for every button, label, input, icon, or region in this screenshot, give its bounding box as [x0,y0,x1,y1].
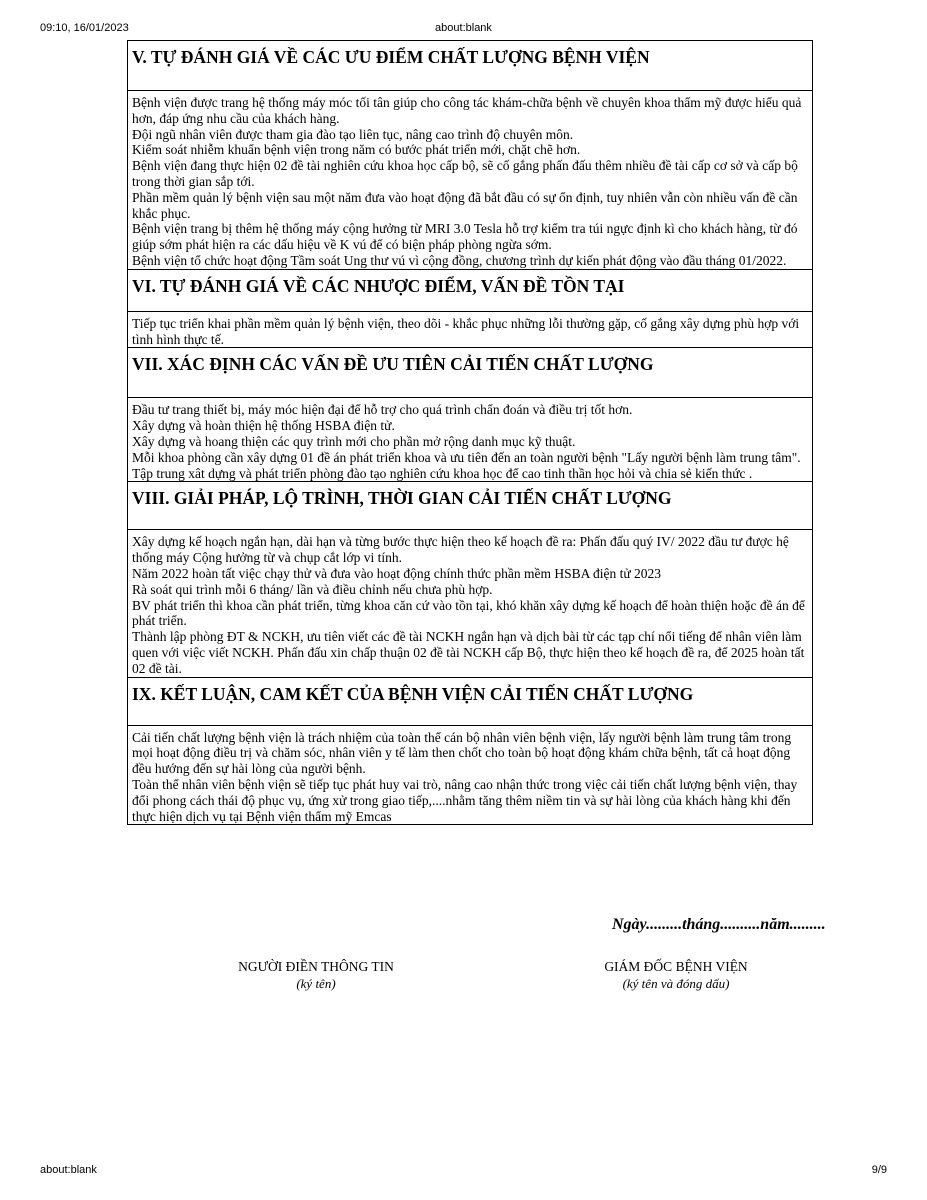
signature-block-director [546,958,806,992]
paragraph: Kiểm soát nhiễm khuẩn bệnh viện trong năm có bước phát triển mới, chặt chẽ hơn. [132,142,581,158]
paragraph: Bệnh viện trang bị thêm hệ thống máy cộng hưởng từ MRI 3.0 Tesla hỗ trợ kiểm tra túi ngực định kì cho khách hàng, từ đó giúp sớm phát hiện ra các dấu hiệu về K vú để có biện pháp phòng ngừa sớm. [132,221,798,253]
paragraph: Đội ngũ nhân viên được tham gia đào tạo liên tục, nâng cao trình độ chuyên môn. [132,126,574,142]
report-table [127,40,813,825]
section-viii-title-row [128,482,813,530]
signature-block-preparer [186,958,446,992]
section-title: VI. TỰ ĐÁNH GIÁ VỀ CÁC NHƯỢC ĐIỂM, VẤN ĐỀ TỒN TẠI [128,269,813,311]
paragraph: Năm 2022 hoàn tất việc chạy thử và đưa vào hoạt động chính thức phần mềm HSBA điện tử 2023 [132,565,662,581]
section-viii-body-row [128,530,813,677]
paragraph: Xây dựng kế hoạch ngắn hạn, dài hạn và từng bước thực hiện theo kế hoạch đề ra: Phấn đấu quý IV/ 2022 đầu tư được hệ thống máy Cộng hưởng từ và chụp cắt lớp vi tính. [132,534,789,566]
signature-note: (ký tên) [296,976,336,991]
section-ix-body-row [128,725,813,825]
print-header-url: about:blank [435,22,492,34]
section-vi-title-row [128,269,813,311]
section-vii-title-row [128,348,813,398]
section-v-body-row [128,91,813,270]
section-ix-title-row [128,677,813,725]
paragraph: Bệnh viện tổ chức hoạt động Tầm soát Ung thư vú vì cộng đồng, chương trình dự kiến phát động vào đầu tháng 01/2022. [132,252,787,268]
paragraph: Toàn thể nhân viên bệnh viện sẽ tiếp tục phát huy vai trò, nâng cao nhận thức trong việc cải tiến chất lượng bệnh viện, thay đổi phong cách thái độ phục vụ, ứng xử trong giao tiếp,....nhằm tăng thêm niềm tin và sự hài lòng của khách hàng khi đến thực hiện dịch vụ tại Bệnh viện thẩm mỹ Emcas [132,776,798,824]
print-footer-url: about:blank [40,1164,97,1176]
print-header-datetime: 09:10, 16/01/2023 [40,22,129,34]
section-title: VIII. GIẢI PHÁP, LỘ TRÌNH, THỜI GIAN CẢI TIẾN CHẤT LƯỢNG [128,482,813,530]
section-title: IX. KẾT LUẬN, CAM KẾT CỦA BỆNH VIỆN CẢI TIẾN CHẤT LƯỢNG [128,677,813,725]
page-number: 9/9 [871,1164,887,1176]
paragraph: Phần mềm quản lý bệnh viện sau một năm đưa vào hoạt động đã bắt đầu có sự ổn định, tuy nhiên vẫn còn nhiều vấn đề cần khắc phục. [132,189,798,221]
paragraph: Bệnh viện được trang hệ thống máy móc tối tân giúp cho công tác khám-chữa bệnh về chuyên khoa thẩm mỹ được hiểu quả hơn, đáp ứng nhu cầu của khách hàng. [132,95,802,126]
signature-role: NGƯỜI ĐIỀN THÔNG TIN [238,959,394,974]
section-title: V. TỰ ĐÁNH GIÁ VỀ CÁC ƯU ĐIỂM CHẤT LƯỢNG BỆNH VIỆN [128,41,813,91]
section-body [128,725,813,825]
paragraph: Cải tiến chất lượng bệnh viện là trách nhiệm của toàn thể cán bộ nhân viên bệnh viện, lấy người bệnh làm trung tâm trong mọi hoạt động điều trị và chăm sóc, nhân viên y tế làm then chốt cho toàn bộ hoạt động khám chữa bệnh, tất cả hoạt động đều hướng đến sự hài lòng của người bệnh. [132,729,792,777]
signature-role: GIÁM ĐỐC BỆNH VIỆN [604,959,748,974]
section-body [128,91,813,270]
paragraph: Thành lập phòng ĐT & NCKH, ưu tiên viết các đề tài NCKH ngắn hạn và dịch bài từ các tạp chí nổi tiếng để nhân viên làm quen với việc viết NCKH. Phấn đấu xin chấp thuận 02 đề tài NCKH cấp Bộ, thực hiện theo kế hoạch đề ra, để 2025 hoàn tất 02 đề tài. [132,629,805,676]
paragraph: Bệnh viện đang thực hiện 02 đề tài nghiên cứu khoa học cấp bộ, sẽ cố gắng phấn đấu thêm nhiều đề tài cấp cơ sở và cấp bộ trong thời gian sắp tới. [132,158,798,189]
paragraph: BV phát triển thì khoa cần phát triển, từng khoa căn cứ vào tồn tại, khó khăn xây dựng kế hoạch để hoàn thiện hoặc đề án để phát triển. [132,597,805,629]
signature-note: (ký tên và đóng dấu) [622,976,730,991]
paragraph: Đầu tư trang thiết bị, máy móc hiện đại để hỗ trợ cho quá trình chẩn đoán và điều trị tốt hơn. [132,402,633,418]
section-body [128,311,813,348]
section-body [128,530,813,677]
section-vii-body-row [128,398,813,482]
date-line: Ngày.........tháng..........năm......... [612,916,826,933]
paragraph: Rà soát qui trình mỗi 6 tháng/ lần và điều chỉnh nếu chưa phù hợp. [132,581,493,597]
paragraph: Tập trung xât dựng và phát triển phòng đào tạo nghiên cứu khoa học để cao tinh thần học hỏi và chia sẻ kiến thức . [132,465,753,481]
paragraph: Tiếp tục triển khai phần mềm quản lý bệnh viện, theo dõi - khắc phục những lỗi thường gặp, cố gắng xây dựng phù hợp với tình hình thực tế. [132,315,800,347]
section-v-title-row [128,41,813,91]
section-vi-body-row [128,311,813,348]
paragraph: Mỗi khoa phòng cần xây dựng 01 đề án phát triển khoa và ưu tiên đến an toàn người bệnh "Lấy người bệnh làm trung tâm". [132,449,801,465]
paragraph: Xây dựng và hoàn thiện hệ thống HSBA điện tử. [132,418,395,434]
section-title: VII. XÁC ĐỊNH CÁC VẤN ĐỀ ƯU TIÊN CẢI TIẾN CHẤT LƯỢNG [128,348,813,398]
paragraph: Xây dựng và hoang thiện các quy trình mới cho phần mở rộng danh mục kỹ thuật. [132,433,576,449]
section-body [128,398,813,482]
